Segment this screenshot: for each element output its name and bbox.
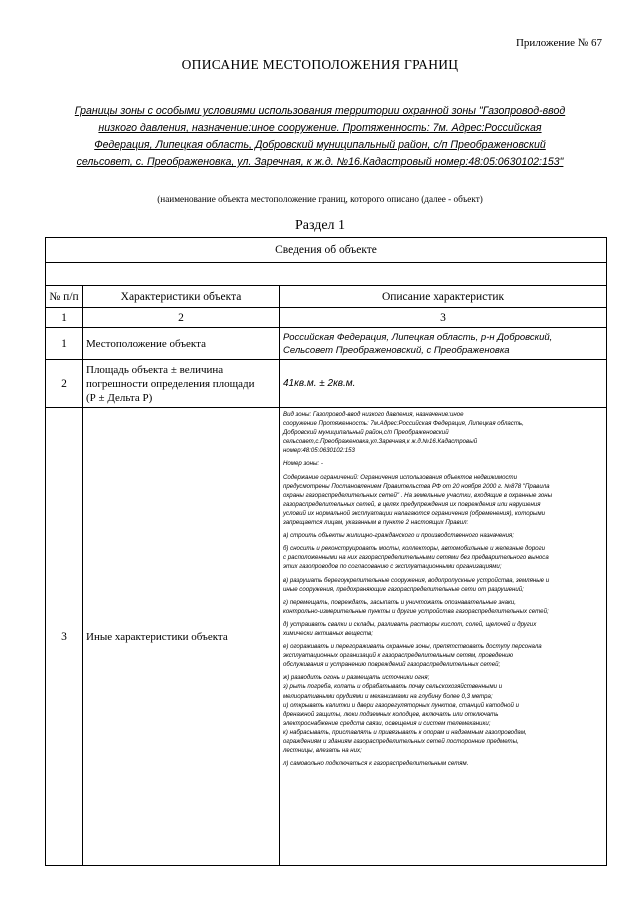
restriction-line: электроснабжение средств связи, освещения и систем телемеханики; (283, 719, 491, 727)
boundary-line: Границы зоны с особыми условиями использования территории охранной зоны "Газопровод-ввод (74, 105, 566, 117)
header-characteristic: Характеристики объекта (83, 286, 280, 308)
row-value: 41кв.м. ± 2кв.м. (280, 360, 607, 408)
restriction-line: иные сооружения, предохраняющие газораспределительные сети от разрушений; (283, 585, 524, 593)
table-row (46, 328, 607, 360)
restriction-paragraph (283, 673, 603, 755)
table-row (46, 408, 607, 866)
restriction-line: и) открывать калитки и двери газорегуляторных пунктов, станций катодной и (283, 701, 519, 709)
header-num: № п/п (46, 286, 83, 308)
restriction-paragraph (283, 531, 603, 540)
row-number: 1 (46, 328, 83, 360)
name-line: (Р ± Дельта Р) (86, 391, 153, 404)
restriction-line: мелиоративными орудиями и механизмами на глубину более 0,3 метра; (283, 692, 493, 700)
restriction-line: номер:48:05:0630102:153 (283, 447, 355, 455)
restriction-line: б) сносить и реконструировать мосты, коллекторы, автомобильные и железные дороги (283, 545, 545, 553)
restriction-line: условий их нормальной эксплуатации налагаются ограничения (обременения), которыми (283, 509, 546, 517)
name-line: Площадь объекта ± величина (86, 363, 224, 376)
restriction-paragraph (283, 544, 603, 571)
document-title: ОПИСАНИЕ МЕСТОПОЛОЖЕНИЯ ГРАНИЦ (181, 57, 459, 72)
empty-row (46, 263, 607, 286)
boundary-description (44, 103, 596, 171)
boundary-line: Федерация, Липецкая область, Добровский муниципальный район, с/п Преображеновский (94, 139, 546, 151)
table-row (46, 360, 607, 408)
restriction-line: охраны газораспределительных сетей" . На земельные участки, входящие в охранные зоны (283, 491, 553, 499)
restriction-paragraph (283, 642, 603, 669)
section-title: Раздел 1 (294, 218, 346, 233)
restriction-line: е) огораживать и перегораживать охранные зоны, препятствовать доступу персонала (283, 643, 542, 651)
row-name (83, 360, 280, 408)
restriction-line: химически активных веществ; (283, 629, 373, 637)
restriction-line: сельсовет,с.Преображеновка,ул.Заречная,к ж.д.№16.Кадастровый (283, 438, 478, 446)
restriction-line: с расположенными на них газораспределительными сетями без предварительного выноса (283, 554, 549, 562)
restriction-line: сооружение Протяженность: 7м.Адрес:Российская Федерация, Липецкая область, (283, 420, 524, 428)
row-number: 3 (46, 408, 83, 866)
restriction-paragraph (283, 459, 603, 468)
row-name: Иные характеристики объекта (83, 408, 280, 866)
restriction-line: Содержание ограничений: Ограничения использования объектов недвижимости (283, 473, 517, 481)
other-characteristics (280, 408, 607, 866)
row-name: Местоположение объекта (83, 328, 280, 360)
restriction-paragraph (283, 759, 603, 768)
restriction-paragraph (283, 410, 603, 455)
restriction-line: дренажной защиты, люки подземных колодцев, включать или отключать (283, 710, 499, 718)
restriction-line: газораспределительных сетей, в целях предупреждения их повреждения или нарушения (283, 500, 541, 508)
restriction-line: д) устраивать свалки и склады, разливать растворы кислот, солей, щелочей и других (283, 620, 537, 628)
row-value (280, 328, 607, 360)
restriction-line: а) строить объекты жилищно-гражданского и производственного назначения; (283, 532, 514, 540)
restriction-line: этих газопроводов по согласованию с эксплуатационными организациями; (283, 563, 502, 571)
column-number: 1 (46, 308, 83, 328)
appendix-number: Приложение № 67 (515, 37, 602, 49)
object-table (45, 237, 607, 866)
restriction-paragraph (283, 576, 603, 594)
restriction-line: Добровский муниципальный район,с/п Преображеновский (283, 429, 449, 437)
restriction-line: ж) разводить огонь и размещать источники огня; (283, 674, 430, 682)
restriction-line: к) набрасывать, приставлять и привязывать к опорам и надземным газопроводам, (283, 728, 527, 736)
row-number: 2 (46, 360, 83, 408)
restriction-line: з) рыть погреба, копать и обрабатывать почву сельскохозяйственными и (283, 683, 503, 691)
restriction-line: Номер зоны: - (283, 460, 323, 468)
object-note: (наименование объекта местоположение границ, которого описано (далее - объект) (157, 194, 483, 204)
boundary-line: сельсовет, с. Преображеновка, ул. Заречная, к ж.д. №16.Кадастровый номер:48:05:0630102:153" (76, 156, 564, 168)
restriction-line: в) разрушать берегоукрепительные сооружения, водопропускные устройства, земляные и (283, 576, 550, 584)
restriction-line: обслуживания и устранению повреждений газораспределительных сетей; (283, 661, 501, 669)
restriction-line: запрещается лицам, указанным в пункте 2 настоящих Правил: (283, 519, 469, 527)
column-number: 2 (83, 308, 280, 328)
restriction-paragraph (283, 473, 603, 528)
restriction-line: г) перемещать, повреждать, засыпать и уничтожать опознавательные знаки, (283, 598, 516, 606)
restriction-line: лестницы, влезать на них; (283, 747, 362, 755)
restriction-line: ограждениям и зданиям газораспределительных сетей посторонние предметы, (283, 738, 519, 745)
restriction-line: контрольно-измерительные пункты и другие устройства газораспределительных сетей; (283, 607, 549, 615)
boundary-line: низкого давления, назначение:иное сооружение. Протяженность: 7м. Адрес:Российская (98, 122, 542, 134)
header-description: Описание характеристик (280, 286, 607, 308)
restriction-line: эксплуатационных организаций к газораспределительным сетям, проведению (283, 652, 514, 660)
value-line: Сельсовет Преображеновский, с Преображеновка (283, 344, 510, 356)
value-line: Российская Федерация, Липецкая область, р-н Добровский, (283, 331, 553, 343)
restriction-paragraph (283, 598, 603, 616)
restriction-line: л) самовольно подключаться к газораспределительным сетям. (283, 760, 469, 768)
column-number: 3 (280, 308, 607, 328)
restriction-line: Вид зоны: Газопровод-ввод низкого давления, назначение:иное (283, 411, 464, 418)
restriction-paragraph (283, 620, 603, 638)
restriction-line: предусмотрены Постановлением Правительства РФ от 20 ноября 2000 г. №878 "Правила (283, 482, 550, 490)
name-line: погрешности определения площади (86, 377, 255, 390)
table-caption: Сведения об объекте (46, 238, 607, 263)
